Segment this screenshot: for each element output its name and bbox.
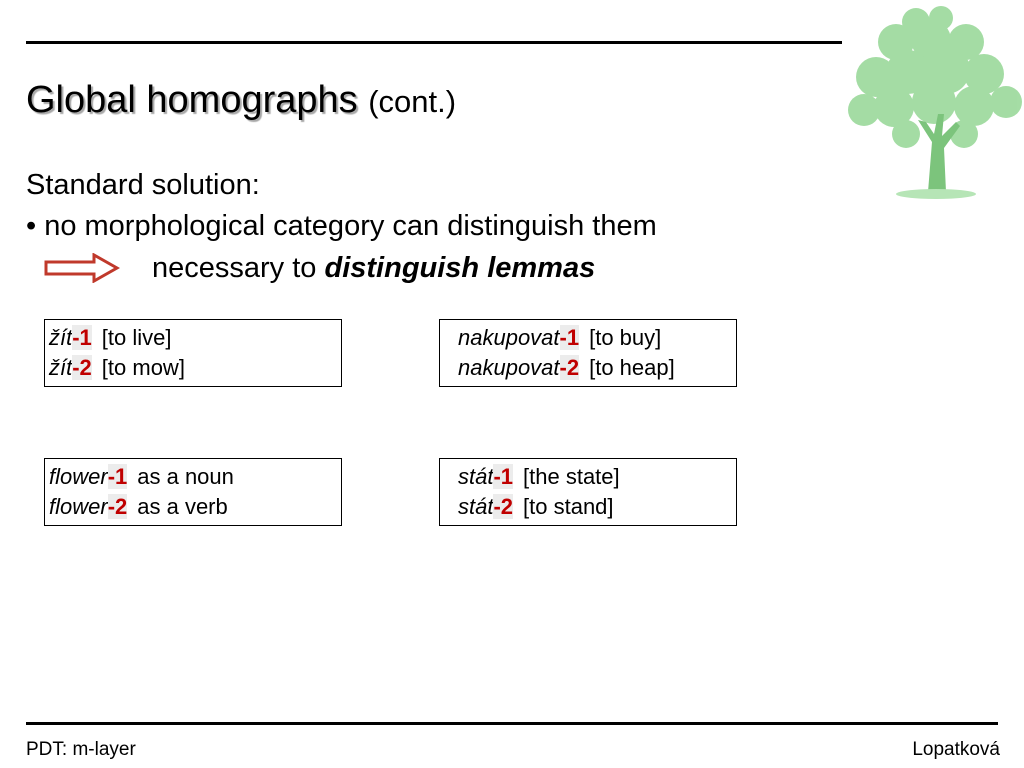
example-row xyxy=(49,492,341,522)
example-row xyxy=(458,323,736,353)
example-box-zit xyxy=(44,319,342,387)
lemma-word: žít xyxy=(49,325,73,350)
lemma-gloss: [to live] xyxy=(101,325,172,350)
example-row xyxy=(49,462,341,492)
lemma-word: flower xyxy=(49,464,108,489)
lemma-number: -1 xyxy=(107,464,128,489)
conclusion-text xyxy=(152,250,595,286)
lemma-word: flower xyxy=(49,494,108,519)
lemma-gloss: as a noun xyxy=(137,464,234,489)
lemma-word: žít xyxy=(49,355,73,380)
lemma-word: stát xyxy=(458,494,494,519)
standard-solution-text: Standard solution: xyxy=(26,169,260,201)
lemma-number: -2 xyxy=(107,494,128,519)
lemma-gloss: [to buy] xyxy=(589,325,662,350)
slide-title-main: Global homographs xyxy=(26,79,358,121)
bullet-text: • no morphological category can distinguish them xyxy=(26,210,657,242)
lemma-gloss: [the state] xyxy=(523,464,620,489)
lemma-word: nakupovat xyxy=(458,325,560,350)
lemma-gloss: as a verb xyxy=(137,494,228,519)
example-box-stat xyxy=(439,458,737,526)
lemma-word: stát xyxy=(458,464,494,489)
bottom-rule xyxy=(26,722,998,725)
example-row xyxy=(458,462,736,492)
lemma-number: -1 xyxy=(72,325,92,350)
tree-icon xyxy=(846,2,1024,202)
top-rule xyxy=(26,41,842,44)
example-row xyxy=(49,353,341,383)
slide-title xyxy=(26,78,456,124)
lemma-gloss: [to mow] xyxy=(101,355,185,380)
lemma-number: -2 xyxy=(493,494,514,519)
example-row xyxy=(458,353,736,383)
example-row xyxy=(458,492,736,522)
example-box-nakupovat xyxy=(439,319,737,387)
lemma-number: -2 xyxy=(72,355,92,380)
lemma-word: nakupovat xyxy=(458,355,560,380)
right-arrow-icon xyxy=(44,253,120,283)
conclusion-prefix: necessary to xyxy=(152,252,317,284)
footer-left: PDT: m-layer xyxy=(26,739,136,760)
slide-title-sub: (cont.) xyxy=(368,84,457,119)
lemma-number: -2 xyxy=(559,355,580,380)
footer-right: Lopatková xyxy=(912,739,1000,760)
example-row xyxy=(49,323,341,353)
conclusion-emphasis: distinguish lemmas xyxy=(324,252,596,284)
lemma-gloss: [to stand] xyxy=(523,494,614,519)
lemma-number: -1 xyxy=(493,464,514,489)
lemma-gloss: [to heap] xyxy=(589,355,675,380)
example-box-flower xyxy=(44,458,342,526)
lemma-number: -1 xyxy=(559,325,580,350)
